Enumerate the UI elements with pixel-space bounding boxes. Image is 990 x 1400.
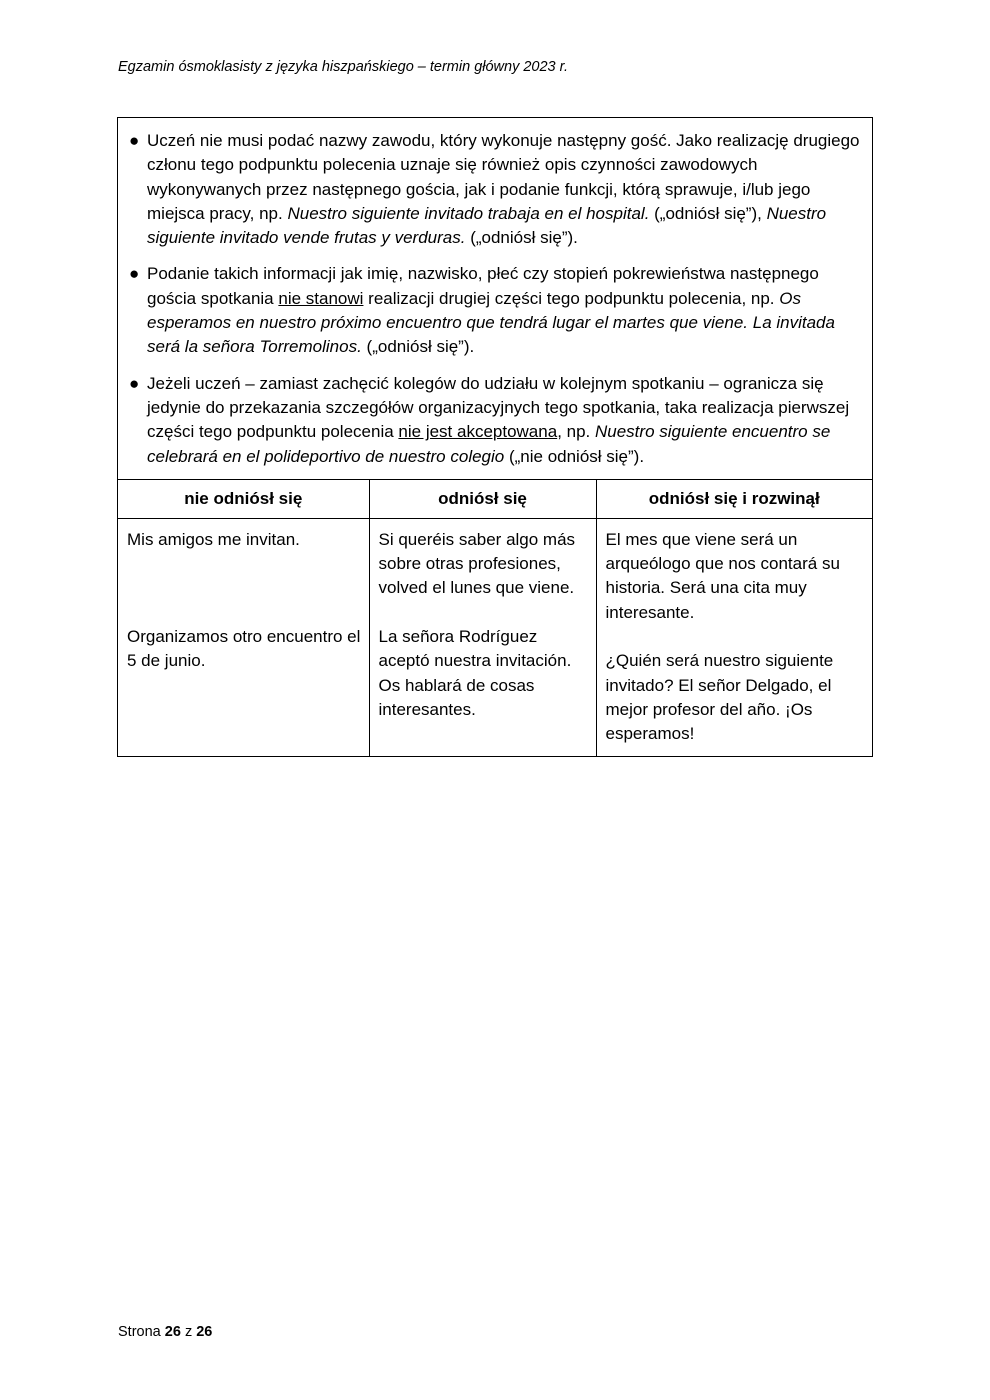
note-text: („odniósł się”). — [361, 337, 475, 357]
note-text: Podanie takich informacji jak imię, nazwisko, płeć czy stopień pokrewieństwa następnego gościa spotkania — [147, 264, 819, 308]
note-example: Nuestro siguiente invitado trabaja en el hospital. — [287, 203, 650, 223]
note-text: Uczeń nie musi podać nazwy zawodu, który wykonuje następny gość. Jako realizację drugiego członu tego podpunktu polecenia uznaje się również opis czynności zawodowych wykonywanych przez następnego gościa, jak i podanie funkcji, którą sprawuje, i/lub jego miejsca pracy, np. — [147, 131, 860, 223]
table-cell — [596, 518, 872, 755]
note-example: Os esperamos en nuestro próximo encuentro que tendrá lugar el martes que viene. La invitada será la señora Torremolinos. — [147, 288, 835, 357]
note-emphasis: nie stanowi — [278, 288, 364, 308]
page-number: 26 — [164, 1324, 181, 1340]
page-header: Egzamin ósmoklasisty z języka hiszpańskiego – termin główny 2023 r. — [118, 59, 568, 75]
table-row — [118, 518, 872, 755]
note-item — [128, 129, 862, 250]
note-example: Nuestro siguiente invitado vende frutas y verduras. — [147, 203, 827, 248]
column-header: odniósł się i rozwinął — [596, 479, 872, 518]
note-text: („odniósł się”), — [649, 203, 767, 223]
note-text: realizacji drugiej części tego podpunktu polecenia, np. — [363, 288, 780, 308]
note-emphasis: nie jest akceptowana — [398, 422, 558, 442]
example-text: Organizamos otro encuentro el 5 de junio. — [127, 627, 361, 671]
bullet-icon: ● — [129, 373, 140, 393]
note-text: , np. — [557, 422, 595, 442]
note-text: Jeżeli uczeń – zamiast zachęcić kolegów do udziału w kolejnym spotkaniu – ogranicza się jedynie do przekazania szczegółów organizacyjnych tego spotkania, taka realizacja pierwszej części tego podpunktu polecenia — [147, 373, 850, 442]
example-text: El mes que viene será un arqueólogo que nos contará su historia. Será una cita muy interesante. — [605, 529, 840, 622]
notes-list — [118, 118, 872, 479]
bullet-icon: ● — [129, 131, 140, 150]
example-text: ¿Quién será nuestro siguiente invitado? El señor Delgado, el mejor profesor del año. ¡Os esperamos! — [605, 651, 834, 744]
examples-table — [118, 479, 872, 756]
note-example: Nuestro siguiente encuentro se celebrará en el polideportivo de nuestro colegio — [147, 422, 831, 466]
page-footer — [118, 1324, 212, 1340]
bullet-icon: ● — [129, 264, 140, 284]
table-cell — [118, 518, 369, 755]
note-item — [128, 372, 862, 469]
example-text: Si queréis saber algo más sobre otras profesiones, volved el lunes que viene. — [378, 529, 576, 598]
column-header: odniósł się — [369, 479, 596, 518]
example-text: Mis amigos me invitan. — [127, 529, 300, 549]
scoring-box — [117, 117, 873, 757]
page-separator: z — [184, 1324, 193, 1340]
page-label: Strona — [118, 1324, 161, 1340]
page-total: 26 — [196, 1324, 213, 1340]
table-header-row — [118, 479, 872, 518]
note-text: („nie odniósł się”). — [504, 446, 645, 466]
table-cell — [369, 518, 596, 755]
example-text: La señora Rodríguez aceptó nuestra invitación. Os hablará de cosas interesantes. — [378, 627, 572, 719]
column-header: nie odniósł się — [118, 479, 369, 518]
note-text: („odniósł się”). — [465, 228, 578, 248]
note-item — [128, 262, 862, 359]
